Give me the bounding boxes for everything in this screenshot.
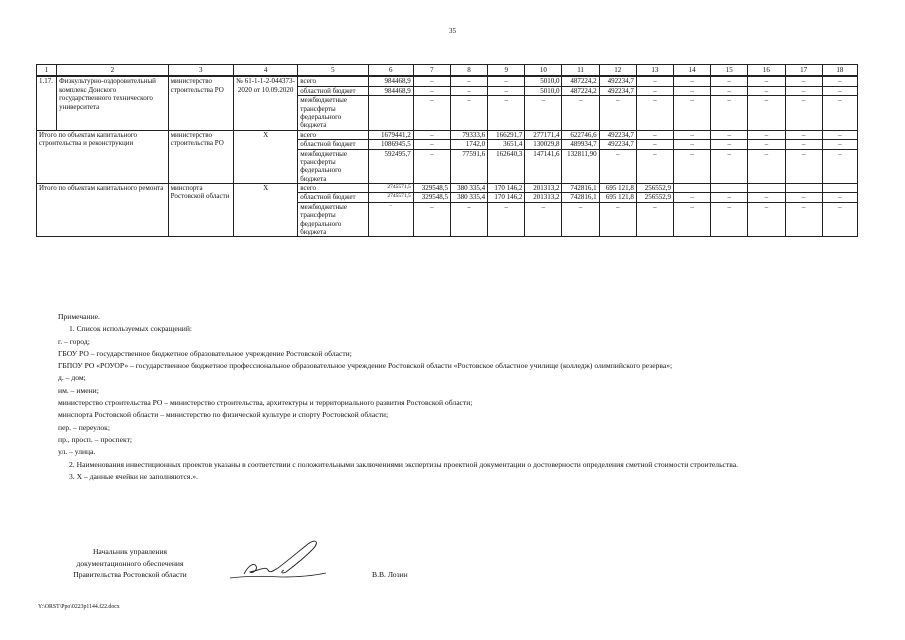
table-cell: – bbox=[450, 86, 487, 95]
table-cell: 329548,5 bbox=[413, 193, 450, 202]
document-ref: X bbox=[233, 130, 297, 183]
funding-source: межбюджетные трансферты федерального бюджета bbox=[298, 96, 368, 131]
document-ref: X bbox=[233, 184, 297, 237]
table-cell: 170 146,2 bbox=[488, 184, 525, 193]
table-cell: 256552,9 bbox=[636, 193, 673, 202]
table-cell: 1742,0 bbox=[450, 140, 487, 149]
table-cell: – bbox=[785, 140, 822, 149]
table-cell: – bbox=[674, 76, 711, 86]
column-header: 18 bbox=[822, 65, 857, 77]
table-cell: – bbox=[785, 96, 822, 131]
data-table bbox=[36, 64, 858, 237]
table-cell: 492234,7 bbox=[599, 86, 636, 95]
table-cell: – bbox=[711, 96, 748, 131]
table-cell: – bbox=[748, 76, 785, 86]
abbr-item: пр., просп. – проспект; bbox=[58, 434, 132, 444]
table-cell: – bbox=[822, 130, 857, 139]
table-cell: 984468,9 bbox=[368, 76, 413, 86]
table-cell: – bbox=[636, 86, 673, 95]
table-cell: 256552,9 bbox=[636, 184, 673, 193]
table-cell: – bbox=[748, 193, 785, 202]
table-cell: – bbox=[636, 149, 673, 184]
table-row bbox=[37, 184, 858, 193]
abbr-item: ГБОУ РО – государственное бюджетное образовательное учреждение Ростовской области; bbox=[58, 348, 352, 358]
table-cell bbox=[674, 184, 711, 193]
table-cell: 492234,7 bbox=[599, 130, 636, 139]
file-path: Y:\ORST\Ppo\0223p1144.f22.docx bbox=[38, 604, 120, 610]
column-header: 6 bbox=[368, 65, 413, 77]
document-ref: № 61-1-1-2-044373-2020 от 10.09.2020 bbox=[233, 76, 297, 130]
table-cell: – bbox=[711, 140, 748, 149]
table-cell: – bbox=[674, 202, 711, 237]
signatory-title bbox=[46, 546, 214, 581]
table-cell: – bbox=[785, 193, 822, 202]
table-cell: – bbox=[562, 202, 599, 237]
handwritten-signature bbox=[224, 536, 344, 586]
table-cell: – bbox=[822, 76, 857, 86]
table-cell: – bbox=[488, 86, 525, 95]
table-cell bbox=[785, 184, 822, 193]
table-cell: – bbox=[785, 202, 822, 237]
table-cell: – bbox=[822, 86, 857, 95]
object-name: Физкультурно-оздоровительный комплекс Донского государственного технического университета bbox=[57, 76, 169, 130]
funding-source: межбюджетные трансферты федерального бюджета bbox=[298, 202, 368, 237]
table-cell: – bbox=[822, 193, 857, 202]
table-cell: 132811,90 bbox=[562, 149, 599, 184]
table-cell: – bbox=[562, 96, 599, 131]
table-cell: – bbox=[748, 149, 785, 184]
funding-source: областной бюджет bbox=[298, 140, 368, 149]
table-cell: – bbox=[711, 202, 748, 237]
table-cell: – bbox=[748, 130, 785, 139]
table-cell: – bbox=[674, 96, 711, 131]
table-header-row bbox=[37, 65, 858, 77]
table-cell bbox=[711, 184, 748, 193]
column-header: 10 bbox=[525, 65, 562, 77]
table-cell: 695 121,8 bbox=[599, 184, 636, 193]
abbr-item: ГБПОУ РО «РОУОР» – государственное бюджетное профессиональное образовательное учреждение Ростовской области «Ростовское областное училище (колледж) олимпийского резерва»; bbox=[58, 361, 673, 371]
table-cell: – bbox=[785, 130, 822, 139]
table-cell bbox=[822, 184, 857, 193]
table-row bbox=[37, 130, 858, 139]
table-cell: 742816,1 bbox=[562, 193, 599, 202]
table-cell: – bbox=[674, 86, 711, 95]
table-cell: – bbox=[413, 96, 450, 131]
table-cell: – bbox=[711, 76, 748, 86]
table-cell: – bbox=[822, 149, 857, 184]
table-cell: – bbox=[748, 86, 785, 95]
table-cell: 622746,6 bbox=[562, 130, 599, 139]
table-cell: – bbox=[785, 86, 822, 95]
table-cell: – bbox=[413, 76, 450, 86]
table-cell: 695 121,8 bbox=[599, 193, 636, 202]
column-header: 13 bbox=[636, 65, 673, 77]
table-cell: 742816,1 bbox=[562, 184, 599, 193]
funding-source: всего bbox=[298, 76, 368, 86]
signatory-title-line: Правительства Ростовской области bbox=[73, 570, 187, 579]
table-cell: – bbox=[636, 130, 673, 139]
responsible-body: министерство строительства РО bbox=[168, 130, 233, 183]
abbr-item: минспорта Ростовской области – министерство по физической культуре и спорту Ростовской области; bbox=[58, 410, 389, 420]
table-cell: – bbox=[822, 140, 857, 149]
notes-item-3: 3. X – данные ячейки не заполняются.». bbox=[69, 471, 198, 481]
column-header: 7 bbox=[413, 65, 450, 77]
table-cell: 77591,6 bbox=[450, 149, 487, 184]
table-cell: – bbox=[450, 202, 487, 237]
page-number: 35 bbox=[449, 27, 456, 35]
abbr-item: ул. – улица. bbox=[58, 447, 96, 457]
signatory-name: В.В. Лозин bbox=[372, 570, 408, 579]
table-cell: 1086945,5 bbox=[368, 140, 413, 149]
table-cell bbox=[368, 96, 413, 131]
table-cell: – bbox=[599, 202, 636, 237]
responsible-body: министерство строительства РО bbox=[168, 76, 233, 130]
table-cell: – bbox=[711, 86, 748, 95]
column-header: 17 bbox=[785, 65, 822, 77]
funding-source: областной бюджет bbox=[298, 193, 368, 202]
abbr-item: им. – имени; bbox=[58, 385, 99, 395]
funding-source: всего bbox=[298, 184, 368, 193]
funding-source: межбюджетные трансферты федерального бюджета bbox=[298, 149, 368, 184]
table-cell: – bbox=[674, 193, 711, 202]
table-cell: 380 335,4 bbox=[450, 193, 487, 202]
table-row bbox=[37, 76, 858, 86]
table-cell: – bbox=[785, 76, 822, 86]
table-cell: – bbox=[822, 202, 857, 237]
row-title: Итого по объектам капитального ремонта bbox=[37, 184, 169, 237]
table-cell: – bbox=[488, 76, 525, 86]
abbr-item: г. – город; bbox=[58, 336, 90, 346]
table-cell: – bbox=[488, 96, 525, 131]
table-cell: – bbox=[711, 130, 748, 139]
table-cell: 1679441,2 bbox=[368, 130, 413, 139]
table-cell: – bbox=[636, 140, 673, 149]
table-cell: – bbox=[674, 149, 711, 184]
column-header: 14 bbox=[674, 65, 711, 77]
row-number: 1.17. bbox=[37, 76, 57, 130]
abbr-item: министерство строительства РО – министерство строительства, архитектуры и территориального развития Ростовской области; bbox=[58, 398, 473, 408]
table-cell: – bbox=[450, 76, 487, 86]
table-cell: – bbox=[413, 149, 450, 184]
notes-title: Примечание. bbox=[58, 312, 100, 321]
table-cell: 277171,4 bbox=[525, 130, 562, 139]
responsible-body: минспорта Ростовской области bbox=[168, 184, 233, 237]
column-header: 15 bbox=[711, 65, 748, 77]
table-cell: 492234,7 bbox=[599, 76, 636, 86]
table-cell: – bbox=[525, 202, 562, 237]
table-cell: 5010,0 bbox=[525, 86, 562, 95]
table-cell: 147141,6 bbox=[525, 149, 562, 184]
column-header: 8 bbox=[450, 65, 487, 77]
table-cell: – bbox=[413, 86, 450, 95]
table-cell: 984468,9 bbox=[368, 86, 413, 95]
table-cell: 130029,8 bbox=[525, 140, 562, 149]
table-cell: 329548,5 bbox=[413, 184, 450, 193]
table-cell: 166291,7 bbox=[488, 130, 525, 139]
table-cell: 489934,7 bbox=[562, 140, 599, 149]
column-header: 9 bbox=[488, 65, 525, 77]
row-title: Итого по объектам капитального строительства и реконструкции bbox=[37, 130, 169, 183]
table-cell: – bbox=[450, 96, 487, 131]
table-cell: – bbox=[785, 149, 822, 184]
table-cell: – bbox=[636, 96, 673, 131]
funding-source: областной бюджет bbox=[298, 86, 368, 95]
notes-item-2: 2. Наименования инвестиционных проектов указаны в соответствии с положительными заключениями экспертизы проектной документации о достоверности определения сметной стоимости строительства. bbox=[69, 459, 738, 469]
column-header: 11 bbox=[562, 65, 599, 77]
column-header: 3 bbox=[168, 65, 233, 77]
table-cell: 201313,2 bbox=[525, 193, 562, 202]
table-cell: 592495,7 bbox=[368, 149, 413, 184]
table-cell: 79333,6 bbox=[450, 130, 487, 139]
signatory-title-line: документационного обеспечения bbox=[76, 558, 184, 568]
table-cell: – bbox=[674, 140, 711, 149]
column-header: 12 bbox=[599, 65, 636, 77]
table-cell: 5010,0 bbox=[525, 76, 562, 86]
table-cell: 2745571,5 bbox=[368, 193, 413, 202]
table-cell: – bbox=[748, 96, 785, 131]
table-cell: – bbox=[488, 202, 525, 237]
table-cell: – bbox=[711, 193, 748, 202]
table-cell: 162640,3 bbox=[488, 149, 525, 184]
abbr-item: пер. – переулок; bbox=[58, 422, 110, 432]
table-cell: 487224,2 bbox=[562, 86, 599, 95]
column-header: 5 bbox=[298, 65, 368, 77]
table-cell: 201313,2 bbox=[525, 184, 562, 193]
table-cell: 487224,2 bbox=[562, 76, 599, 86]
column-header: 2 bbox=[57, 65, 169, 77]
table-cell: – bbox=[822, 96, 857, 131]
table-cell: 170 146,2 bbox=[488, 193, 525, 202]
table-cell: 2745571,5 bbox=[368, 184, 413, 193]
table-cell: – bbox=[674, 130, 711, 139]
column-header: 4 bbox=[233, 65, 297, 77]
table-cell: – bbox=[413, 140, 450, 149]
table-cell: – bbox=[413, 202, 450, 237]
table-cell: 3651,4 bbox=[488, 140, 525, 149]
notes bbox=[58, 311, 860, 483]
table-cell: – bbox=[599, 96, 636, 131]
notes-item-1: 1. Список используемых сокращений: bbox=[69, 324, 193, 334]
signatory-title-line: Начальник управления bbox=[92, 547, 168, 556]
table-cell: – bbox=[636, 202, 673, 237]
table-cell: 380 335,4 bbox=[450, 184, 487, 193]
table-cell: – bbox=[711, 149, 748, 184]
table-cell: – bbox=[748, 202, 785, 237]
table-cell: 492234,7 bbox=[599, 140, 636, 149]
column-header: 1 bbox=[37, 65, 57, 77]
table-cell: – bbox=[636, 76, 673, 86]
table-cell: – bbox=[368, 202, 413, 237]
table-cell: – bbox=[413, 130, 450, 139]
table-cell bbox=[748, 184, 785, 193]
table-cell: – bbox=[599, 149, 636, 184]
table-cell: – bbox=[525, 96, 562, 131]
column-header: 16 bbox=[748, 65, 785, 77]
table-cell: – bbox=[748, 140, 785, 149]
funding-source: всего bbox=[298, 130, 368, 139]
abbr-item: д. – дом; bbox=[58, 373, 86, 383]
